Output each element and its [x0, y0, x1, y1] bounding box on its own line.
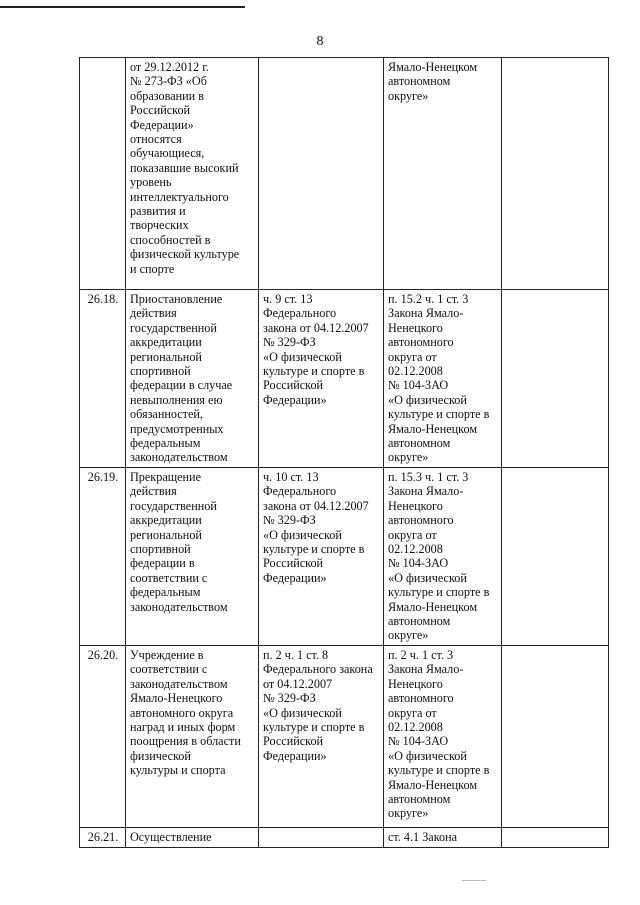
power-name-cell — [126, 58, 259, 290]
cell-text-line: Ненецкого — [388, 320, 443, 335]
cell-text-line: Федерации» — [263, 392, 327, 407]
cell-text-line: Закона Ямало- — [388, 662, 464, 677]
cell-text-line: Ямало-Ненецком — [388, 60, 478, 74]
cell-text-line: образовании в — [130, 88, 205, 103]
cell-text-line: п. 2 ч. 1 ст. 8 — [263, 648, 329, 662]
cell-text-line: аккредитации — [130, 513, 202, 528]
cell-text-line: соответствии с — [130, 662, 208, 677]
cell-text-line: Федерации» — [263, 570, 327, 585]
cell-text-line: № 104-ЗАО — [388, 734, 449, 749]
cell-text-line: ч. 10 ст. 13 — [263, 470, 319, 484]
cell-text-line: № 329-ФЗ — [263, 513, 316, 528]
extra-cell — [502, 468, 609, 646]
cell-text-line: округе» — [388, 628, 429, 643]
cell-text-line: физической культуре — [130, 247, 240, 262]
cell-text-line: действия — [130, 306, 177, 321]
cell-text-line: автономном — [388, 436, 451, 451]
cell-text-line: федерации в случае — [130, 378, 233, 393]
powers-table-container — [79, 57, 608, 847]
cell-text-line: предусмотренных — [130, 421, 224, 436]
federal-basis-cell — [259, 646, 384, 828]
cell-text-line: Ямало-Ненецкого — [130, 691, 223, 706]
cell-text-line: автономном — [388, 792, 451, 807]
cell-text-line: наград и иных форм — [130, 720, 236, 735]
cell-text-line: и спорте — [130, 261, 175, 276]
cell-text-line: федеральным — [130, 585, 201, 600]
regional-basis-cell — [384, 646, 502, 828]
cell-text-line: Учреждение в — [130, 648, 204, 662]
power-name-cell — [126, 828, 259, 848]
cell-text-line: Ямало-Ненецком — [388, 599, 478, 614]
table-row — [80, 468, 609, 646]
cell-text-line: Российской — [263, 734, 324, 749]
cell-text-line: государственной — [130, 320, 217, 335]
row-number-cell: 26.18. — [80, 290, 126, 468]
regional-basis-cell — [384, 290, 502, 468]
cell-text-line: Ямало-Ненецком — [388, 777, 478, 792]
cell-text-line: от 29.12.2012 г. — [130, 60, 209, 74]
cell-text-line: № 329-ФЗ — [263, 335, 316, 350]
federal-basis-cell — [259, 290, 384, 468]
cell-text-line: культуре и спорте в — [263, 720, 365, 735]
regional-basis-cell — [384, 58, 502, 290]
cell-text-line: Федерального — [263, 484, 337, 499]
federal-basis-cell — [259, 468, 384, 646]
cell-text-line: округе» — [388, 88, 429, 103]
cell-text-line: Прекращение — [130, 470, 201, 484]
cell-text-line: культуре и спорте в — [263, 364, 365, 379]
cell-text-line: культуре и спорте в — [388, 585, 490, 600]
cell-text-line: «О физической — [388, 392, 467, 407]
table-row — [80, 58, 609, 290]
cell-text-line: спортивной — [130, 542, 191, 557]
page-number: 8 — [316, 34, 324, 49]
cell-text-line: Федерации» — [263, 748, 327, 763]
cell-text-line: 02.12.2008 — [388, 364, 443, 379]
cell-text-line: поощрения в области — [130, 734, 241, 749]
cell-text-line: автономном — [388, 74, 451, 89]
cell-text-line: п. 15.3 ч. 1 ст. 3 — [388, 470, 469, 484]
cell-text-line: региональной — [130, 349, 202, 364]
cell-text-line: ч. 9 ст. 13 — [263, 292, 313, 306]
cell-text-line: невыполнения ею — [130, 392, 223, 407]
cell-text-line: автономном — [388, 614, 451, 629]
cell-text-line: Ямало-Ненецком — [388, 421, 478, 436]
cell-text-line: культуре и спорте в — [263, 542, 365, 557]
cell-text-line: № 273-ФЗ «Об — [130, 74, 207, 89]
cell-text-line: Закона Ямало- — [388, 484, 464, 499]
cell-text-line: «О физической — [263, 705, 342, 720]
extra-cell — [502, 828, 609, 848]
cell-text-line: показавшие высокий — [130, 160, 239, 175]
table-row — [80, 828, 609, 848]
cell-text-line: округе» — [388, 806, 429, 821]
cell-text-line: Российской — [263, 556, 324, 571]
federal-basis-cell — [259, 58, 384, 290]
cell-text-line: округа от — [388, 527, 437, 542]
cell-text-line: региональной — [130, 527, 202, 542]
cell-text-line: государственной — [130, 498, 217, 513]
cell-text-line: интеллектуального — [130, 189, 229, 204]
cell-text-line: Приостановление — [130, 292, 223, 306]
cell-text-line: физической — [130, 748, 191, 763]
federal-basis-cell — [259, 828, 384, 848]
cell-text-line: «О физической — [388, 570, 467, 585]
cell-text-line: творческих — [130, 218, 189, 233]
cell-text-line: развития и — [130, 204, 186, 219]
extra-cell — [502, 290, 609, 468]
scan-mark — [462, 880, 486, 881]
cell-text-line: законодательством — [130, 450, 228, 465]
cell-text-line: закона от 04.12.2007 — [263, 320, 369, 335]
cell-text-line: п. 15.2 ч. 1 ст. 3 — [388, 292, 469, 306]
cell-text-line: Закона Ямало- — [388, 306, 464, 321]
cell-text-line: «О физической — [388, 748, 467, 763]
cell-text-line: обязанностей, — [130, 407, 203, 422]
cell-text-line: № 104-ЗАО — [388, 378, 449, 393]
top-rule — [0, 6, 245, 8]
row-number-cell: 26.21. — [80, 828, 126, 848]
extra-cell — [502, 58, 609, 290]
cell-text-line: действия — [130, 484, 177, 499]
cell-text-line: культуры и спорта — [130, 763, 226, 778]
cell-text-line: округа от — [388, 705, 437, 720]
table-row — [80, 290, 609, 468]
cell-text-line: Федерального — [263, 306, 337, 321]
cell-text-line: аккредитации — [130, 335, 202, 350]
row-number-cell — [80, 58, 126, 290]
cell-text-line: ст. 4.1 Закона — [388, 830, 458, 844]
cell-text-line: культуре и спорте в — [388, 763, 490, 778]
table-row — [80, 646, 609, 828]
cell-text-line: № 329-ФЗ — [263, 691, 316, 706]
cell-text-line: обучающиеся, — [130, 146, 205, 161]
cell-text-line: от 04.12.2007 — [263, 676, 333, 691]
cell-text-line: Федерального закона — [263, 662, 373, 677]
power-name-cell — [126, 646, 259, 828]
cell-text-line: законодательством — [130, 676, 228, 691]
cell-text-line: соответствии с — [130, 570, 208, 585]
cell-text-line: спортивной — [130, 364, 191, 379]
cell-text-line: Федерации» — [130, 117, 194, 132]
cell-text-line: автономного — [388, 335, 454, 350]
power-name-cell — [126, 290, 259, 468]
cell-text-line: «О физической — [263, 527, 342, 542]
regional-basis-cell — [384, 828, 502, 848]
cell-text-line: Российской — [263, 378, 324, 393]
powers-table — [79, 57, 609, 848]
cell-text-line: Российской — [130, 103, 191, 118]
cell-text-line: «О физической — [263, 349, 342, 364]
cell-text-line: № 104-ЗАО — [388, 556, 449, 571]
cell-text-line: округа от — [388, 349, 437, 364]
power-name-cell — [126, 468, 259, 646]
cell-text-line: Осуществление — [130, 830, 212, 844]
cell-text-line: Ненецкого — [388, 676, 443, 691]
cell-text-line: законодательством — [130, 599, 228, 614]
cell-text-line: автономного округа — [130, 705, 234, 720]
cell-text-line: относятся — [130, 132, 182, 147]
cell-text-line: автономного — [388, 691, 454, 706]
cell-text-line: Ненецкого — [388, 498, 443, 513]
extra-cell — [502, 646, 609, 828]
cell-text-line: способностей в — [130, 232, 211, 247]
regional-basis-cell — [384, 468, 502, 646]
row-number-cell: 26.20. — [80, 646, 126, 828]
cell-text-line: п. 2 ч. 1 ст. 3 — [388, 648, 454, 662]
cell-text-line: закона от 04.12.2007 — [263, 498, 369, 513]
cell-text-line: 02.12.2008 — [388, 542, 443, 557]
cell-text-line: федерации в — [130, 556, 195, 571]
cell-text-line: округе» — [388, 450, 429, 465]
cell-text-line: 02.12.2008 — [388, 720, 443, 735]
cell-text-line: автономного — [388, 513, 454, 528]
cell-text-line: федеральным — [130, 436, 201, 451]
cell-text-line: культуре и спорте в — [388, 407, 490, 422]
row-number-cell: 26.19. — [80, 468, 126, 646]
cell-text-line: уровень — [130, 175, 172, 190]
